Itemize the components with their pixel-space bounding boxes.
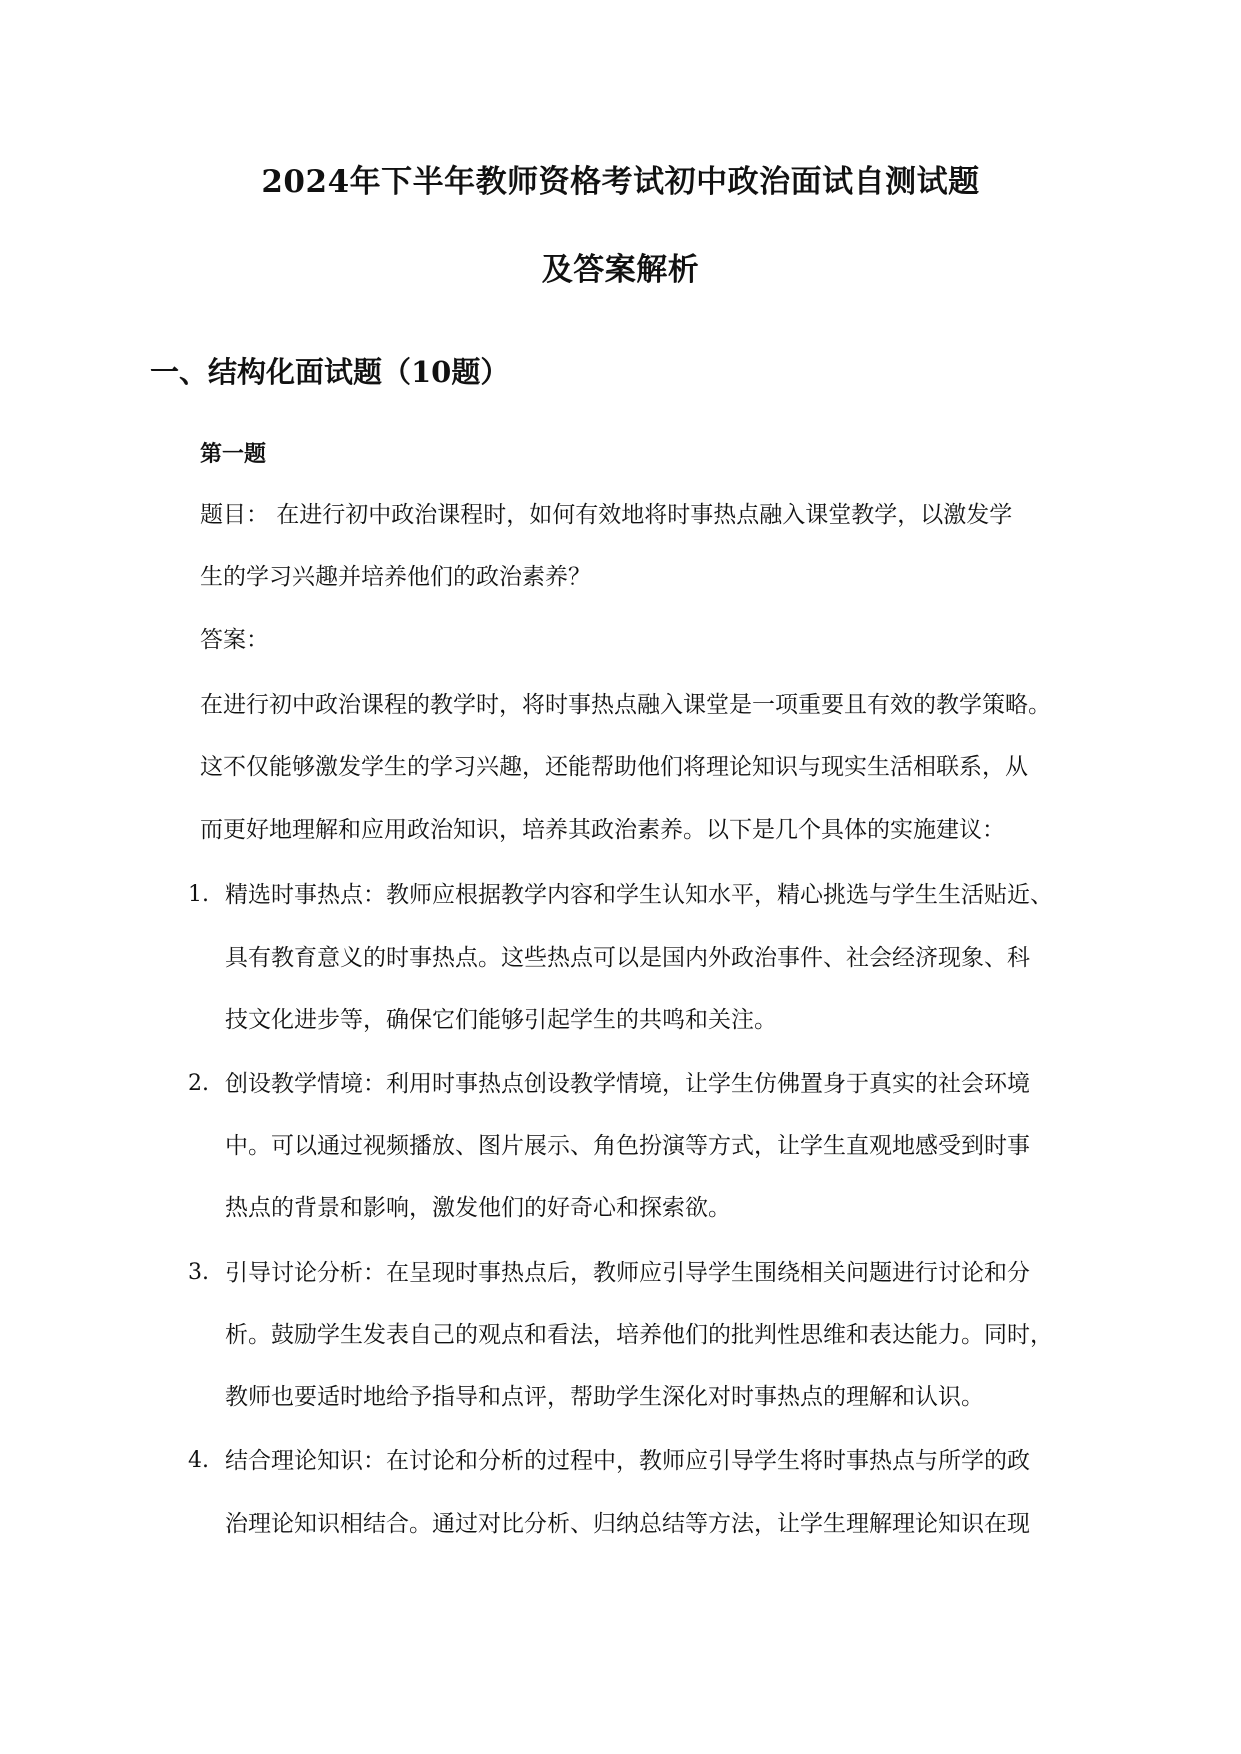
document-title-line-1: 2024年下半年教师资格考试初中政治面试自测试题 <box>261 164 980 200</box>
answer-intro-line: 在进行初中政治课程的教学时，将时事热点融入课堂是一项重要且有效的教学策略。 <box>200 692 1051 718</box>
list-item-line: 中。可以通过视频播放、图片展示、角色扮演等方式，让学生直观地感受到时事 <box>225 1133 1030 1159</box>
list-item-number: 4. <box>188 1448 209 1473</box>
list-item-line: 教师也要适时地给予指导和点评，帮助学生深化对时事热点的理解和认识。 <box>225 1384 984 1410</box>
answer-label: 答案： <box>200 627 269 653</box>
list-item-line: 技文化进步等，确保它们能够引起学生的共鸣和关注。 <box>225 1007 777 1033</box>
list-item-line: 治理论知识相结合。通过对比分析、归纳总结等方法，让学生理解理论知识在现 <box>225 1511 1030 1537</box>
list-item-line: 具有教育意义的时事热点。这些热点可以是国内外政治事件、社会经济现象、科 <box>225 945 1030 971</box>
list-item-line: 析。鼓励学生发表自己的观点和看法，培养他们的批判性思维和表达能力。同时， <box>225 1322 1053 1348</box>
question-prompt-line-1: 题目： 在进行初中政治课程时，如何有效地将时事热点融入课堂教学，以激发学 <box>200 502 1013 528</box>
list-item-line: 引导讨论分析：在呈现时事热点后，教师应引导学生围绕相关问题进行讨论和分 <box>225 1260 1030 1286</box>
list-item-number: 3. <box>188 1260 209 1285</box>
list-item-line: 创设教学情境：利用时事热点创设教学情境，让学生仿佛置身于真实的社会环境 <box>225 1071 1030 1097</box>
answer-intro-line: 而更好地理解和应用政治知识，培养其政治素养。以下是几个具体的实施建议： <box>200 817 1005 843</box>
answer-intro-line: 这不仅能够激发学生的学习兴趣，还能帮助他们将理论知识与现实生活相联系，从 <box>200 754 1028 780</box>
question-heading: 第一题 <box>200 441 267 467</box>
section-heading: 一、结构化面试题（10题） <box>150 355 510 389</box>
document-title-line-2: 及答案解析 <box>541 252 700 288</box>
list-item-line: 结合理论知识：在讨论和分析的过程中，教师应引导学生将时事热点与所学的政 <box>225 1448 1030 1474</box>
list-item-line: 热点的背景和影响，激发他们的好奇心和探索欲。 <box>225 1195 731 1221</box>
question-prompt-line-2: 生的学习兴趣并培养他们的政治素养？ <box>200 564 591 590</box>
list-item-line: 精选时事热点：教师应根据教学内容和学生认知水平，精心挑选与学生生活贴近、 <box>225 882 1053 908</box>
list-item-number: 2. <box>188 1071 209 1096</box>
list-item-number: 1. <box>188 882 209 907</box>
